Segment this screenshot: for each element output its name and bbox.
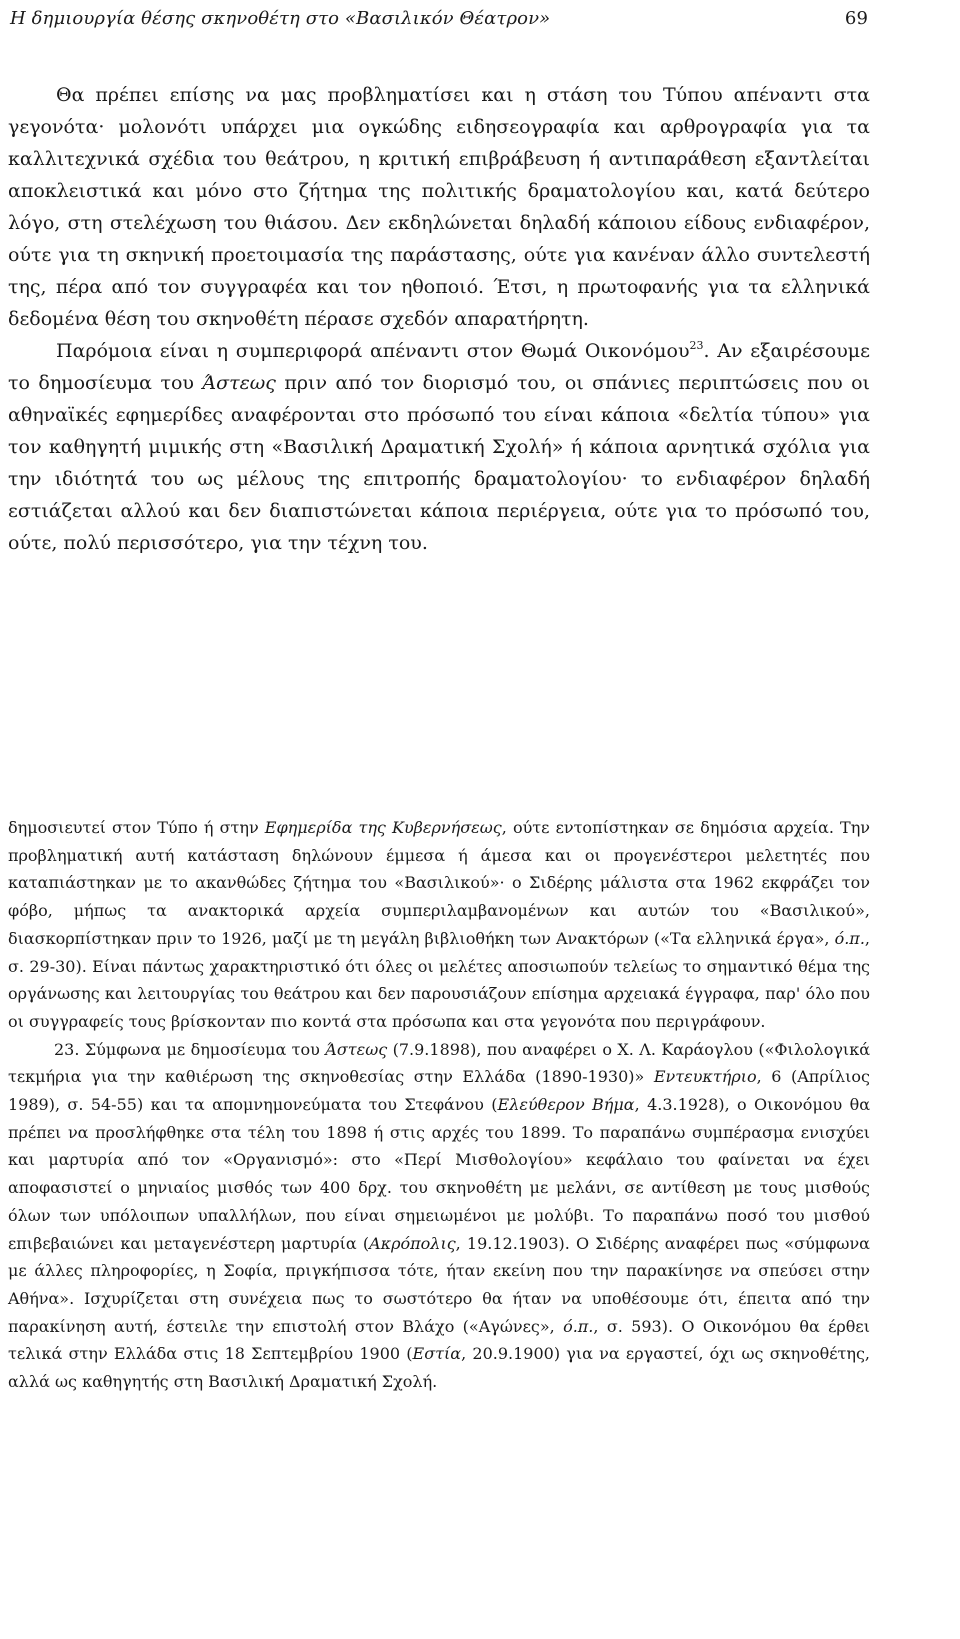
running-title: Η δημιουργία θέσης σκηνοθέτη στο «Βασιλικόν Θέατρον» bbox=[10, 8, 551, 29]
paragraph-2-text-b: . Αν εξαιρέσουμε το δημοσίευμα του bbox=[8, 340, 870, 394]
footnote-23-text-b: (7.9.1898), που αναφέρει ο Χ. Λ. Καράογλου («Φιλολογικά τεκμήρια για την καθιέρωση της σκηνοθεσίας στην Ελλάδα (1890-1930)» bbox=[8, 1039, 871, 1087]
footnote-23-astews: Άστεως bbox=[325, 1039, 388, 1059]
paragraph-2-astews: Άστεως bbox=[202, 372, 276, 394]
footnotes bbox=[8, 814, 870, 1396]
footnote-cont-text-b: , ούτε εντοπίστηκαν σε δημόσια αρχεία. Την προβληματική αυτή κατάσταση δηλώνουν έμμεσα ή άμεσα και οι προγενέστεροι μελετητές που καταπιάστηκαν με το ακανθώδες ζήτημα του «Βασιλικού»· ο Σιδέρης μάλιστα στα 1962 εκφράζει τον φόβο, μήπως τα ανακτορικά αρχεία συμπεριλαμβανομένων και αυτών του «Βασιλικού», διασκορπίστηκαν πριν το 1926, μαζί με τη μεγάλη βιβλιοθήκη των Ανακτόρων («Τα ελληνικά έργα», bbox=[8, 818, 871, 948]
footnote-23-estia: Εστία bbox=[412, 1344, 462, 1364]
paragraph-2-text-c: πριν από τον διορισμό του, οι σπάνιες περιπτώσεις που οι αθηναϊκές εφημερίδες αναφέρονται στο πρόσωπό του είναι κάποια «δελτία τύπου» για τον καθηγητή μιμικής στη «Βασιλική Δραματική Σχολή» ή κάποια αρνητικά σχόλια για την ιδιότητά του ως μέλους της επιτροπής δραματολογίου· το ενδιαφέρον δηλαδή εστιάζεται αλλού και δεν διαπιστώνεται κάποια περιέργεια, ούτε για το πρόσωπό του, ούτε, πολύ περισσότερο, για την τέχνη του. bbox=[8, 372, 870, 554]
paragraph-1: Θα πρέπει επίσης να μας προβληματίσει και η στάση του Τύπου απέναντι στα γεγονότα· μολονότι υπάρχει μια ογκώδης ειδησεογραφία και αρθρογραφία για τα καλλιτεχνικά σχέδια του θεάτρου, η κριτική επιβράβευση ή αντιπαράθεση εξαντλείται αποκλειστικά και μόνο στο ζήτημα της πολιτικής δραματολογίου και, κατά δεύτερο λόγο, στη στελέχωση του θιάσου. Δεν εκδηλώνεται δηλαδή κάποιου είδους ενδιαφέρον, ούτε για τη σκηνική προετοιμασία της παράστασης, ούτε για κανέναν άλλο συντελεστή της, πέρα από τον συγγραφέα και τον ηθοποιό. Έτσι, η πρωτοφανής για τα ελληνικά δεδομένα θέση του σκηνοθέτη πέρασε σχεδόν απαρατήρητη. bbox=[8, 84, 870, 330]
footnote-cont-text-c: , σ. 29-30). Είναι πάντως χαρακτηριστικό ότι όλες οι μελέτες αποσιωπούν τελείως το σημαντικό θέμα της οργάνωσης και λειτουργίας του θεάτρου και δεν παρουσιάζουν επίσημα αρχειακά έγγραφα, παρ' όλο που οι συγγραφείς τους βρίσκονταν πιο κοντά στα πρόσωπα και στα γεγονότα που περιγράφουν. bbox=[8, 928, 870, 1031]
footnote-23-text-a: 23. Σύμφωνα με δημοσίευμα του bbox=[54, 1039, 326, 1059]
paragraph-2-text-a: Παρόμοια είναι η συμπεριφορά απέναντι στον Θωμά Οικονόμου bbox=[56, 340, 690, 362]
footnote-23-eleftheron-vima: Ελεύθερον Βήμα bbox=[497, 1095, 635, 1115]
footnote-cont-op: ό.π. bbox=[834, 928, 865, 948]
footnote-23-text-d: , 4.3.1928), ο Οικονόμου θα πρέπει να προσλήφθηκε στα τέλη του 1898 ή στις αρχές του 1899. Το παραπάνω συμπέρασμα ενισχύει και μαρτυρία από τον «Οργανισμό»: στο «Περί Μισθολογίου» κεφάλαιο του φαίνεται να έχει αποφασιστεί ο μηνιαίος μισθός των 400 δρχ. του σκηνοθέτη με μελάνι, σε αντίθεση με τους μισθούς όλων των υπόλοιπων υπαλλήλων, που είναι σημειωμένοι με μολύβι. Το παραπάνω ποσό του μισθού επιβεβαιώνει και μεταγενέστερη μαρτυρία ( bbox=[8, 1095, 871, 1253]
footnote-cont-efimerida: Εφημερίδα της Κυβερνήσεως bbox=[264, 818, 502, 837]
footnote-23-text-f: , σ. 593). Ο Οικονόμου θα έρθει τελικά στην Ελλάδα στις 18 Σεπτεμβρίου 1900 ( bbox=[8, 1316, 870, 1364]
footnote-23-akropolis: Ακρόπολις bbox=[369, 1233, 456, 1253]
footnote-23-entevktirio: Εντευκτήριο bbox=[653, 1067, 757, 1087]
footnote-continuation bbox=[8, 814, 870, 1036]
page-number: 69 bbox=[844, 8, 868, 29]
footnote-ref-23: 23 bbox=[689, 339, 704, 352]
paragraph-2 bbox=[8, 335, 870, 559]
footnote-23-text-e: , 19.12.1903). Ο Σιδέρης αναφέρει πως «σύμφωνα με άλλες πληροφορίες, η Σοφία, πριγκήπισσα τότε, ήταν εκείνη που την παρακίνησε να σπεύσει στην Αθήνα». Ισχυρίζεται στη συνέχεια πως το σωστότερο θα ήταν να υποθέσουμε ότι, έπειτα από την παρακίνηση αυτή, έστειλε την επιστολή στον Βλάχο («Αγώνες», bbox=[8, 1233, 870, 1336]
running-head bbox=[10, 4, 868, 34]
footnote-23 bbox=[8, 1036, 870, 1396]
footnote-23-text-c: , 6 (Απρίλιος 1989), σ. 54-55) και τα απομνημονεύματα του Στεφάνου ( bbox=[8, 1067, 871, 1115]
footnote-23-text-g: , 20.9.1900) για να εργαστεί, όχι ως σκηνοθέτης, αλλά ως καθηγητής στη Βασιλική Δραματική Σχολή. bbox=[8, 1344, 870, 1392]
footnote-cont-text-a: δημοσιευτεί στον Τύπο ή στην bbox=[8, 818, 265, 837]
footnote-23-op: ό.π. bbox=[563, 1316, 594, 1336]
main-text bbox=[8, 79, 870, 559]
